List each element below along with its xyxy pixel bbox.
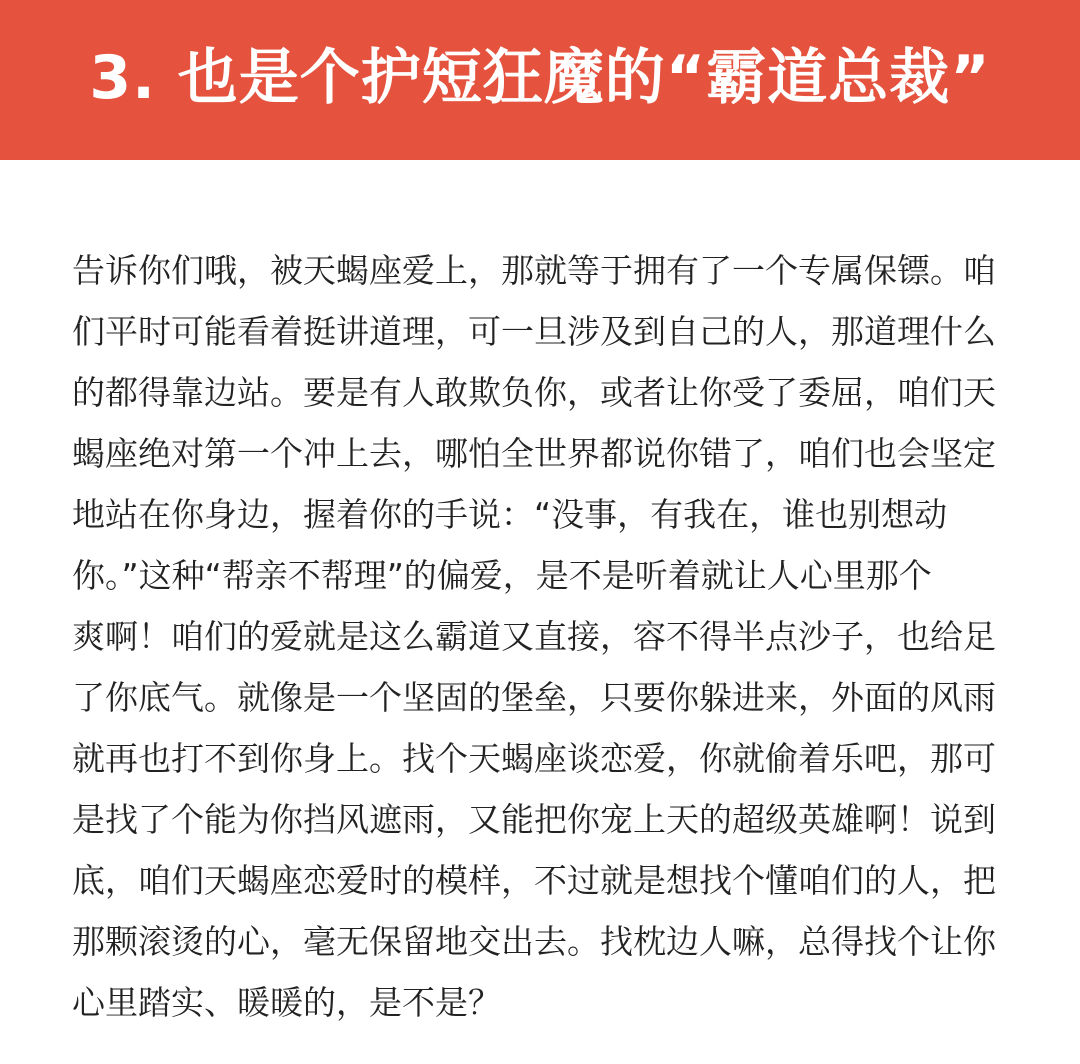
header-banner — [0, 0, 1080, 160]
article-line: 是找了个能为你挡风遮雨，又能把你宠上天的超级英雄啊！说到 — [72, 800, 996, 839]
article-line: 告诉你们哦，被天蝎座爱上，那就等于拥有了一个专属保镖。咱 — [72, 251, 996, 290]
article-line: 那颗滚烫的心，毫无保留地交出去。找枕边人嘛，总得找个让你 — [72, 922, 996, 961]
article-line: 了你底气。就像是一个坚固的堡垒，只要你躲进来，外面的风雨 — [72, 678, 996, 717]
page-title: 3. 也是个护短狂魔的“霸道总裁” — [89, 43, 991, 113]
article-body — [72, 240, 1012, 1033]
article-line: 蝎座绝对第一个冲上去，哪怕全世界都说你错了，咱们也会坚定 — [72, 434, 996, 473]
article-line: 底，咱们天蝎座恋爱时的模样，不过就是想找个懂咱们的人，把 — [72, 861, 996, 900]
article-line: 地站在你身边，握着你的手说：“没事，有我在，谁也别想动 — [72, 495, 948, 534]
article-line: 的都得靠边站。要是有人敢欺负你，或者让你受了委屈，咱们天 — [72, 373, 996, 412]
article-line: 就再也打不到你身上。找个天蝎座谈恋爱，你就偷着乐吧，那可 — [72, 739, 996, 778]
article-line: 爽啊！咱们的爱就是这么霸道又直接，容不得半点沙子，也给足 — [72, 617, 996, 656]
article-line: 们平时可能看着挺讲道理，可一旦涉及到自己的人，那道理什么 — [72, 312, 996, 351]
article-line: 心里踏实、暖暖的，是不是？ — [72, 983, 501, 1022]
article-line: 你。”这种“帮亲不帮理”的偏爱，是不是听着就让人心里那个 — [72, 556, 932, 595]
